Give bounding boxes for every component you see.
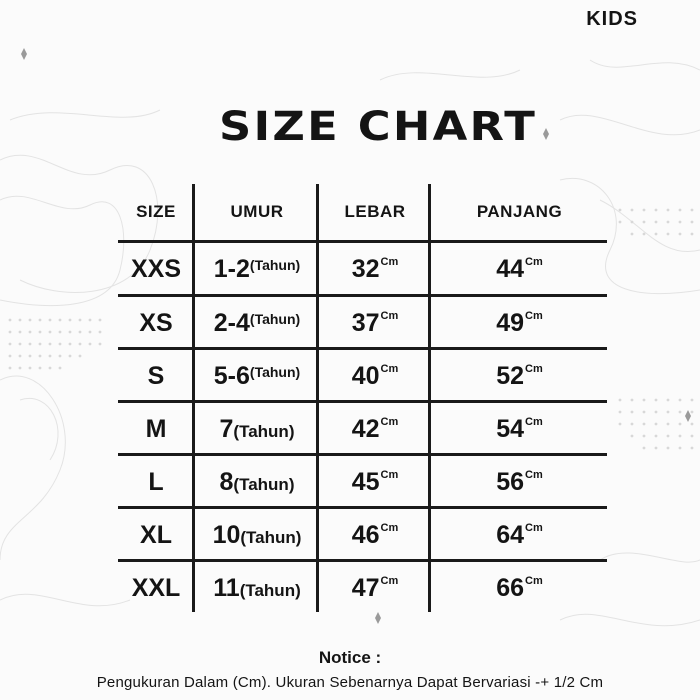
width-value: 45 xyxy=(351,468,380,496)
row-divider xyxy=(118,506,607,509)
unit-sup: Cm xyxy=(380,469,399,481)
age-value: 7 xyxy=(219,415,234,443)
unit-sup: Cm xyxy=(380,363,399,375)
header-age: UMUR xyxy=(230,202,284,221)
cell-age xyxy=(196,308,318,341)
kids-label: KIDS xyxy=(586,8,638,30)
cell-width xyxy=(320,467,430,502)
cell-age xyxy=(196,573,318,606)
cell-age xyxy=(196,467,318,500)
age-unit: (Tahun) xyxy=(239,581,301,600)
age-unit: (Tahun) xyxy=(249,311,301,327)
unit-sup: Cm xyxy=(525,469,543,481)
row-divider xyxy=(118,453,607,456)
age-value: 5-6 xyxy=(213,362,250,390)
row-divider xyxy=(118,559,607,562)
unit-sup: Cm xyxy=(525,575,543,587)
unit-sup: Cm xyxy=(525,310,543,322)
age-unit: (Tahun) xyxy=(240,528,302,547)
page-title: SIZE CHART xyxy=(218,104,538,150)
header-width: LEBAR xyxy=(344,202,406,221)
cell-length xyxy=(432,573,607,608)
cell-length xyxy=(432,308,607,343)
unit-sup: Cm xyxy=(525,522,543,534)
unit-sup: Cm xyxy=(380,575,399,587)
length-value: 44 xyxy=(496,255,525,283)
cell-length xyxy=(432,254,607,289)
length-value: 56 xyxy=(496,468,525,496)
notice-heading: Notice : xyxy=(318,648,382,667)
width-value: 40 xyxy=(351,362,380,390)
row-divider xyxy=(118,294,607,297)
unit-sup: Cm xyxy=(525,363,543,375)
cell-age xyxy=(196,520,318,553)
length-value: 49 xyxy=(496,309,525,337)
header-length: PANJANG xyxy=(476,202,563,221)
cell-length xyxy=(432,520,607,555)
age-unit: (Tahun) xyxy=(233,475,295,494)
notice-text: Pengukuran Dalam (Cm). Ukuran Sebenarnya Dapat Bervariasi -+ 1/2 Cm xyxy=(96,674,604,691)
cell-width xyxy=(320,361,430,396)
width-value: 32 xyxy=(351,255,380,283)
unit-sup: Cm xyxy=(525,416,543,428)
length-value: 66 xyxy=(496,574,525,602)
age-value: 10 xyxy=(212,521,241,549)
unit-sup: Cm xyxy=(380,522,399,534)
cell-width xyxy=(320,520,430,555)
cell-size: L xyxy=(148,468,164,496)
cell-length xyxy=(432,467,607,502)
cell-size: XL xyxy=(140,521,172,549)
unit-sup: Cm xyxy=(525,256,543,268)
cell-age xyxy=(196,254,318,287)
cell-length xyxy=(432,361,607,396)
age-unit: (Tahun) xyxy=(233,422,295,441)
cell-width xyxy=(320,308,430,343)
cell-age xyxy=(196,414,318,447)
cell-width xyxy=(320,254,430,289)
age-unit: (Tahun) xyxy=(249,257,301,273)
cell-width xyxy=(320,414,430,449)
cell-size: XS xyxy=(139,309,173,337)
cell-size: M xyxy=(145,415,167,443)
unit-sup: Cm xyxy=(380,256,399,268)
length-value: 52 xyxy=(496,362,525,390)
cell-length xyxy=(432,414,607,449)
cell-age xyxy=(196,361,318,394)
row-divider xyxy=(118,240,607,243)
length-value: 64 xyxy=(496,521,525,549)
row-divider xyxy=(118,347,607,350)
width-value: 37 xyxy=(351,309,380,337)
age-value: 2-4 xyxy=(213,309,250,337)
cell-size: S xyxy=(147,362,165,390)
age-value: 1-2 xyxy=(213,255,250,283)
width-value: 42 xyxy=(351,415,380,443)
row-divider xyxy=(118,400,607,403)
cell-size: XXL xyxy=(131,574,181,602)
age-value: 11 xyxy=(213,574,240,602)
length-value: 54 xyxy=(496,415,525,443)
width-value: 46 xyxy=(351,521,380,549)
age-unit: (Tahun) xyxy=(249,364,301,380)
unit-sup: Cm xyxy=(380,310,399,322)
width-value: 47 xyxy=(351,574,380,602)
header-size: SIZE xyxy=(136,202,176,221)
unit-sup: Cm xyxy=(380,416,399,428)
age-value: 8 xyxy=(219,468,234,496)
cell-width xyxy=(320,573,430,608)
cell-size: XXS xyxy=(130,255,182,283)
